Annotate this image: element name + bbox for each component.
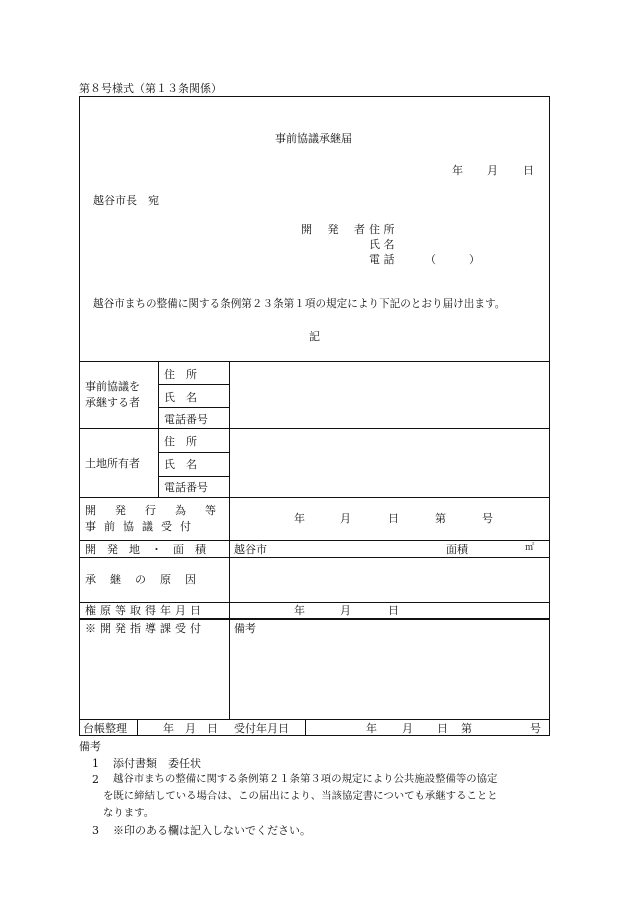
form-title: 事前協議承継届 — [275, 132, 352, 145]
addressee: 越谷市長 宛 — [93, 194, 159, 207]
form-frame — [79, 96, 550, 736]
form-number: 第８号様式（第１３条関係） — [79, 82, 222, 95]
statement: 越谷市まちの整備に関する条例第２３条第１項の規定により下記のとおり届け出ます。 — [93, 298, 506, 310]
ki-mark: 記 — [309, 330, 320, 343]
cause-row: 承継の原因 — [85, 573, 210, 586]
